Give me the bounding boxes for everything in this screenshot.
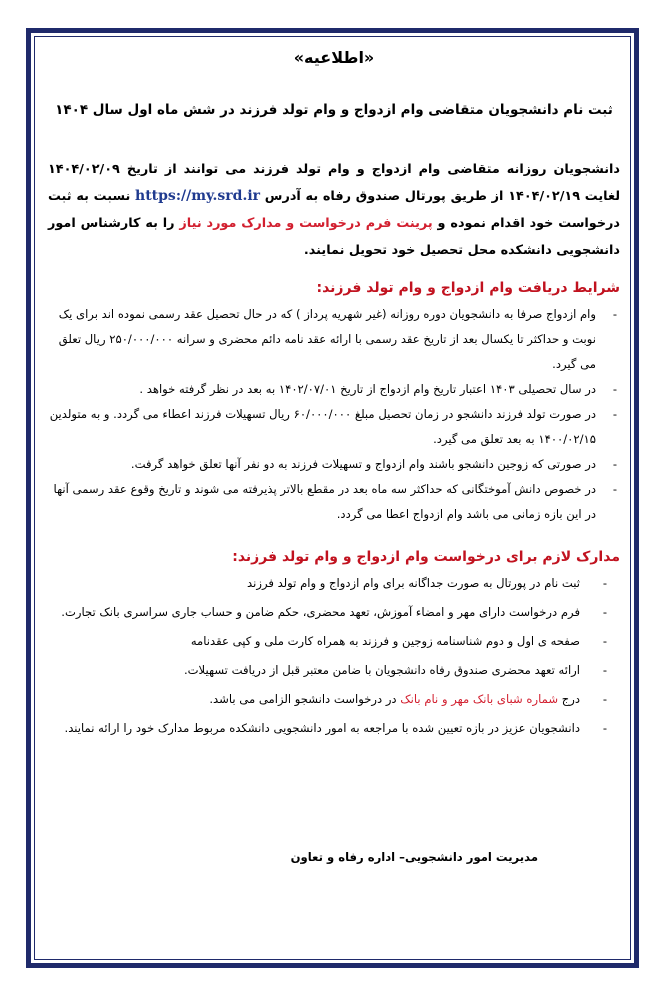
document-item: - دانشجویان عزیز در بازه تعیین شده با مراجعه به امور دانشجویی دانشکده مربوط مدارک خود را ارائه نمایند. [48, 714, 596, 743]
document-item-text: در درخواست دانشجو الزامی می باشد. [209, 692, 401, 706]
conditions-list [48, 302, 620, 527]
condition-item: - در سال تحصیلی ۱۴۰۳ اعتبار تاریخ وام ازدواج از تاریخ ۱۴۰۲/۰۷/۰۱ به بعد در نظر گرفته خواهد . [48, 377, 596, 402]
conditions-heading: شرایط دریافت وام ازدواج و وام تولد فرزند: [316, 280, 620, 296]
condition-item: - در صورتی که زوجین دانشجو باشند وام ازدواج و تسهیلات فرزند به دو نفر آنها تعلق خواهد گرفت. [48, 452, 596, 477]
condition-item: - وام ازدواج صرفا به دانشجویان دوره روزانه (غیر شهریه پرداز ) که در حال تحصیل عقد رسمی نموده اند برای یک نوبت و حداکثر تا یکسال بعد از تاریخ عقد رسمی با ارائه عقد نامه دائم محضری و سرانه ۲۵۰/۰۰۰/۰۰۰ ریال تعلق می گیرد. [48, 302, 596, 377]
signature: مدیریت امور دانشجویی– اداره رفاه و تعاون [290, 850, 538, 864]
portal-link[interactable]: https://my.srd.ir [135, 188, 261, 204]
intro-highlight: پرینت فرم درخواست و مدارک مورد نیاز [179, 216, 433, 231]
condition-item: - در خصوص دانش آموختگانی که حداکثر سه ماه بعد در مقطع بالاتر پذیرفته می شوند و تاریخ وقوع عقد رسمی آنها در این بازه زمانی می باشد وام ازدواج اعطا می گردد. [48, 477, 596, 527]
announcement-subtitle: ثبت نام دانشجویان متقاضی وام ازدواج و وام تولد فرزند در شش ماه اول سال ۱۴۰۴ [55, 102, 613, 118]
condition-item: - در صورت تولد فرزند دانشجو در زمان تحصیل مبلغ ۶۰/۰۰۰/۰۰۰ ریال تسهیلات فرزند اعطاء می گردد. و به متولدین ۱۴۰۰/۰۲/۱۵ به بعد تعلق می گیرد. [48, 402, 596, 452]
document-item: - ثبت نام در پورتال به صورت جداگانه برای وام ازدواج و وام تولد فرزند [48, 569, 596, 598]
document-item: - صفحه ی اول و دوم شناسنامه زوجین و فرزند به همراه کارت ملی و کپی عقدنامه [48, 627, 596, 656]
document-item [48, 685, 596, 714]
iban-highlight: شماره شبای بانک مهر و نام بانک [400, 692, 559, 706]
intro-text-3: را به کارشناس امور دانشجویی دانشکده محل تحصیل خود تحویل نمایند. [48, 216, 620, 258]
document-item: - فرم درخواست دارای مهر و امضاء آموزش، تعهد محضری، حکم ضامن و حساب جاری سراسری بانک تجارت. [48, 598, 596, 627]
announcement-document [48, 40, 620, 940]
document-item: - ارائه تعهد محضری صندوق رفاه دانشجویان با ضامن معتبر قبل از دریافت تسهیلات. [48, 656, 596, 685]
intro-paragraph [48, 156, 620, 264]
document-item-text: درج [558, 692, 580, 706]
announcement-title: «اطلاعیه» [293, 48, 375, 67]
documents-list [48, 569, 620, 743]
intro-text-2: نسبت به ثبت درخواست خود اقدام نموده و [48, 189, 620, 231]
intro-text-1: دانشجویان روزانه متقاضی وام ازدواج و وام تولد فرزند می توانند از تاریخ ۱۴۰۴/۰۲/۰۹ لغایت ۱۴۰۴/۰۲/۱۹ از طریق پورتال صندوق رفاه به آدرس [48, 162, 620, 204]
documents-heading: مدارک لازم برای درخواست وام ازدواج و وام تولد فرزند: [232, 549, 620, 565]
